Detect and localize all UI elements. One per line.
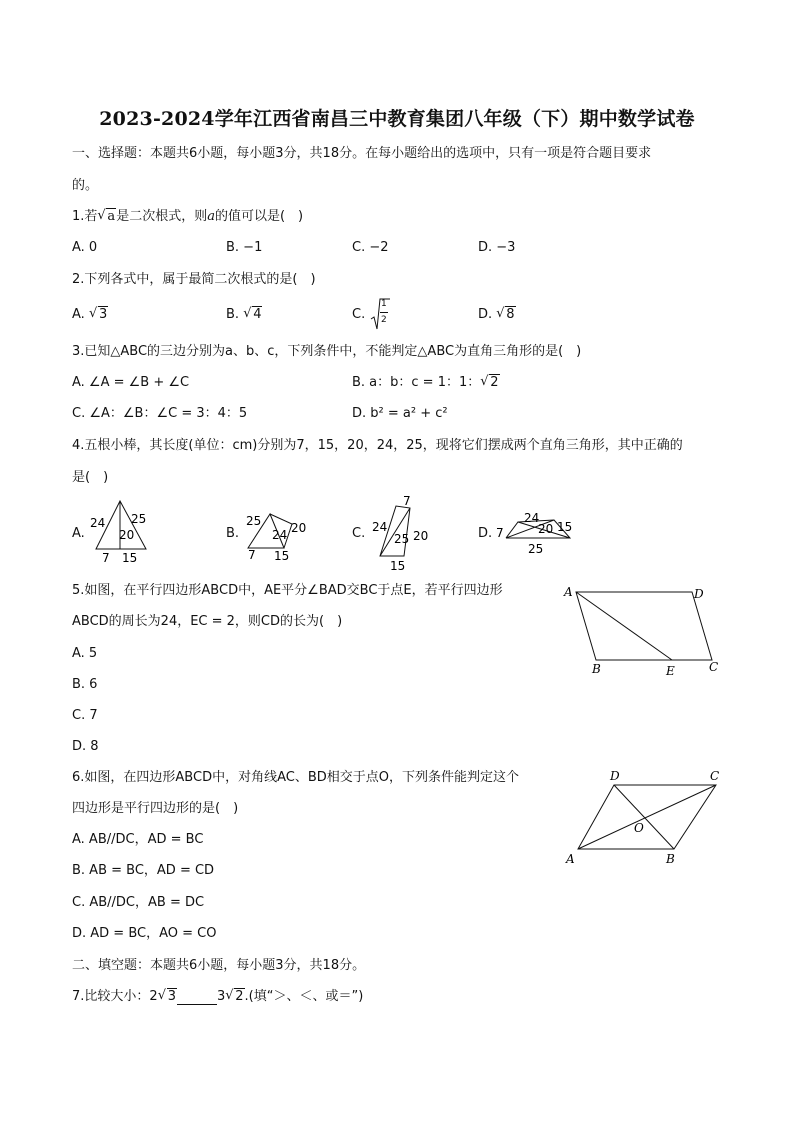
q2-option-c: [352, 307, 365, 323]
q7-radicand-2: 2: [235, 989, 244, 1004]
q2-a-radicand: 3: [98, 307, 108, 322]
question-1: [72, 209, 303, 225]
q2-b-label: B.: [226, 307, 240, 322]
q6-quadrilateral-figure: [560, 768, 730, 868]
section1-heading: 一、选择题：本题共6小题，每小题3分，共18分。在每小题给出的选项中，只有一项是符合题目要求: [72, 146, 652, 161]
q5-option-c: C. 7: [72, 708, 98, 723]
q5-point-b: B: [592, 662, 601, 676]
question-5-cont: ABCD的周长为24，EC = 2，则CD的长为( ): [72, 614, 343, 629]
q6-option-c: C. AB//DC，AB = DC: [72, 895, 205, 910]
q1-post: 的值可以是( ): [214, 209, 304, 224]
q4-figure-c: [368, 494, 438, 574]
q3-option-c: C. ∠A：∠B：∠C = 3：4：5: [72, 406, 248, 421]
q1-sqrt: [97, 209, 116, 225]
q2-option-d: [478, 307, 516, 323]
q6-point-c: C: [710, 769, 720, 783]
q6-option-a: A. AB//DC，AD = BC: [72, 832, 204, 847]
q4d-label-3: 20: [538, 522, 554, 536]
q4b-label-1: 25: [246, 514, 262, 528]
q5-point-e: E: [666, 664, 675, 678]
q1-option-b: B. −1: [226, 240, 263, 255]
q1-radicand: a: [107, 209, 116, 224]
q4-option-c-label: C.: [352, 526, 366, 541]
q6-option-d: D. AD = BC，AO = CO: [72, 926, 217, 941]
q4-option-a-label: A.: [72, 526, 85, 541]
q2-a-label: A.: [72, 307, 85, 322]
q3-b-sqrt: [480, 375, 499, 391]
q1-num: 1.: [72, 209, 85, 224]
q4b-label-3: 24: [272, 528, 288, 542]
q2-c-sqrt-sign: [370, 297, 390, 331]
q2-c-label: C.: [352, 307, 366, 322]
q7-mid: 3: [216, 989, 226, 1004]
q2-c-denominator: 2: [381, 315, 387, 325]
q5-parallelogram-figure: [560, 580, 730, 680]
q1-pre: 若: [84, 209, 98, 224]
q4b-label-2: 20: [291, 521, 307, 535]
question-6: 6.如图，在四边形ABCD中，对角线AC、BD相交于点O，下列条件能判定这个: [72, 770, 519, 785]
q4-option-b-label: B.: [226, 526, 240, 541]
q7-post: .(填“＞、＜、或＝”): [244, 989, 364, 1004]
q4c-label-4: 20: [413, 529, 429, 543]
q2-d-sqrt: [496, 307, 515, 323]
q7-answer-blank[interactable]: [177, 992, 217, 1005]
q4d-label-5: 25: [528, 542, 544, 556]
q6-point-o: O: [634, 821, 644, 835]
question-5: 5.如图，在平行四边形ABCD中，AE平分∠BAD交BC于点E，若平行四边形: [72, 583, 503, 598]
q2-a-sqrt: [89, 307, 108, 323]
q7-radicand-1: 3: [167, 989, 176, 1004]
q1-var: a: [207, 209, 215, 224]
q6-point-a: A: [566, 852, 575, 866]
q4a-label-1: 24: [90, 516, 106, 530]
section1-heading-cont: 的。: [72, 178, 99, 193]
q4b-label-4: 7: [248, 548, 256, 562]
q1-option-d: D. −3: [478, 240, 516, 255]
q4d-label-2: 24: [524, 511, 540, 525]
q2-d-label: D.: [478, 307, 493, 322]
q4d-label-1: 7: [496, 526, 504, 540]
q2-b-sqrt: [243, 307, 262, 323]
q4-figure-d: [494, 506, 584, 558]
question-2: 2.下列各式中，属于最简二次根式的是( ): [72, 272, 316, 287]
q4-option-d-label: D.: [478, 526, 493, 541]
q5-option-b: B. 6: [72, 677, 98, 692]
q6-point-b: B: [666, 852, 675, 866]
q5-option-a: A. 5: [72, 646, 98, 661]
q2-option-a: [72, 307, 108, 323]
q2-b-radicand: 4: [253, 307, 262, 322]
q6-point-d: D: [610, 769, 620, 783]
q4c-label-5: 15: [390, 559, 406, 573]
q4a-label-4: 7: [102, 551, 110, 565]
q2-c-fraction-bar: [380, 312, 388, 313]
q5-point-d: D: [694, 587, 704, 601]
q4a-label-3: 20: [119, 528, 135, 542]
question-7: [72, 989, 363, 1005]
q1-mid: 是二次根式，则: [116, 209, 208, 224]
question-6-cont: 四边形是平行四边形的是( ): [72, 801, 239, 816]
q2-c-fraction-sqrt: [370, 297, 390, 331]
q1-option-a: A. 0: [72, 240, 98, 255]
q3-option-d: D. b² = a² + c²: [352, 406, 448, 421]
q5-point-c: C: [709, 660, 719, 674]
q1-option-c: C. −2: [352, 240, 389, 255]
section2-heading: 二、填空题：本题共6小题，每小题3分，共18分。: [72, 958, 366, 973]
q4c-label-3: 25: [394, 532, 410, 546]
q4a-label-5: 15: [122, 551, 138, 565]
q5-point-a: A: [564, 585, 573, 599]
q5-option-d: D. 8: [72, 739, 99, 754]
q3-b-radicand: 2: [490, 375, 499, 390]
q2-option-b: [226, 307, 262, 323]
q3-option-b: [352, 375, 500, 391]
q4-figure-b: [244, 508, 314, 568]
q6-option-b: B. AB = BC，AD = CD: [72, 863, 215, 878]
q2-c-numerator: 1: [381, 299, 387, 309]
q2-d-radicand: 8: [506, 307, 515, 322]
q4a-label-2: 25: [131, 512, 147, 526]
q4b-label-5: 15: [274, 549, 290, 563]
q4-figure-a: [86, 496, 156, 566]
question-3: 3.已知△ABC的三边分别为a、b、c，下列条件中，不能判定△ABC为直角三角形的是( ): [72, 344, 582, 359]
q7-sqrt-2: [225, 989, 244, 1005]
q3-b-text: B. a：b：c = 1：1：: [352, 375, 481, 390]
q7-sqrt-1: [158, 989, 177, 1005]
q4c-label-1: 7: [403, 494, 411, 508]
q3-option-a: A. ∠A = ∠B + ∠C: [72, 375, 190, 390]
page-title: 2023-2024学年江西省南昌三中教育集团八年级（下）期中数学试卷: [99, 108, 695, 130]
q7-pre: 7.比较大小：2: [72, 989, 158, 1004]
question-4: 4.五根小棒，其长度(单位：cm)分别为7，15，20，24，25，现将它们摆成两个直角三角形，其中正确的: [72, 438, 683, 453]
q4c-label-2: 24: [372, 520, 388, 534]
question-4-cont: 是( ): [72, 470, 109, 485]
q4d-label-4: 15: [557, 520, 573, 534]
